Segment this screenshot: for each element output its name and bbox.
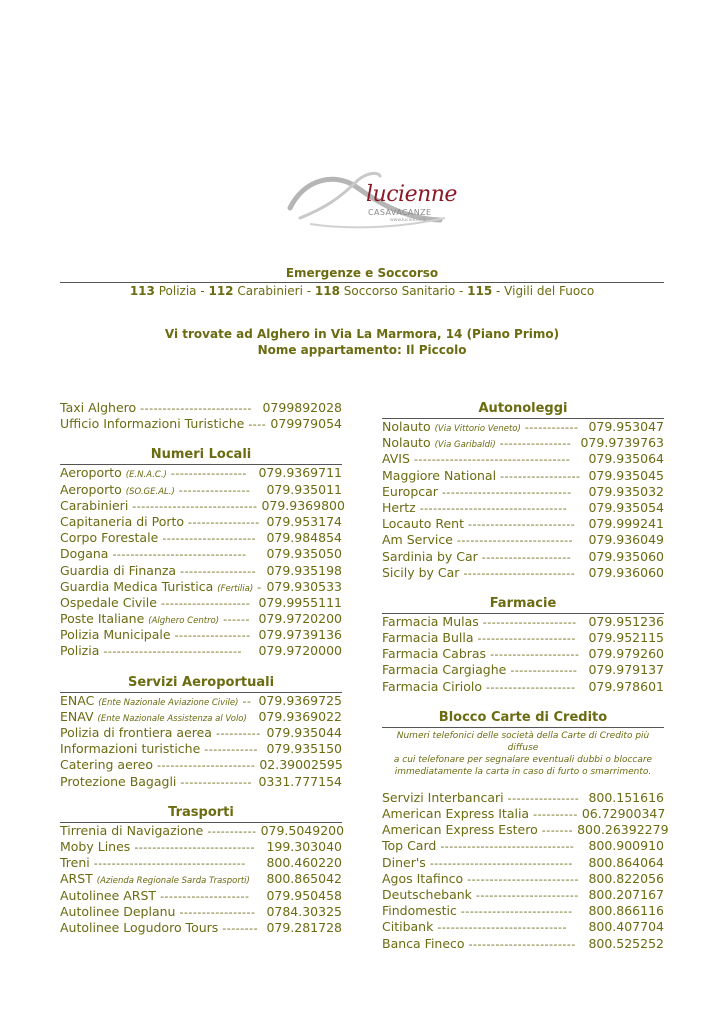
contact-row bbox=[60, 839, 342, 855]
contact-row bbox=[60, 611, 342, 627]
contact-row bbox=[60, 643, 342, 659]
phone-number: 079.935064 bbox=[588, 451, 664, 467]
contact-name-text: Farmacia Ciriolo bbox=[382, 678, 483, 694]
phone-number: 800.822056 bbox=[588, 870, 664, 886]
emergency-label: Polizia - bbox=[154, 284, 209, 298]
dash-leader: ------------------ bbox=[500, 469, 581, 483]
contact-name-text: American Express Italia bbox=[382, 806, 530, 821]
contact-row bbox=[382, 468, 664, 484]
dash-leader: ----------------- bbox=[179, 905, 256, 919]
logo-brand-text: lucienne bbox=[366, 182, 457, 207]
contact-name-text: Ufficio Informazioni Turistiche bbox=[60, 416, 245, 432]
contact-name-text: Farmacia Bulla bbox=[382, 630, 474, 646]
top-list bbox=[60, 400, 342, 432]
contact-name bbox=[382, 532, 453, 548]
contact-name-text: Diner's bbox=[382, 854, 426, 870]
trasporti-list bbox=[60, 822, 345, 936]
contact-row bbox=[60, 497, 345, 514]
dash-leader: ----------- bbox=[207, 824, 257, 838]
phone-number: 079.935045 bbox=[588, 467, 664, 483]
contact-name-text: Guardia Medica Turistica bbox=[60, 578, 214, 594]
phone-number: 079.9720000 bbox=[258, 643, 342, 659]
contact-name bbox=[382, 451, 410, 467]
contact-name bbox=[382, 484, 438, 500]
contact-row bbox=[382, 903, 664, 919]
contact-row bbox=[382, 887, 664, 903]
contact-row bbox=[382, 630, 664, 646]
contact-name-text: Corpo Forestale bbox=[60, 530, 159, 546]
contact-note: (Via Vittorio Veneto) bbox=[434, 424, 521, 434]
phone-number: 079.930533 bbox=[266, 578, 342, 594]
contact-name-text: ARST bbox=[60, 871, 93, 887]
contact-name bbox=[60, 400, 136, 416]
note-line: Numeri telefonici delle società della Carte di Credito più diffuse bbox=[396, 730, 650, 753]
contact-name-text: Protezione Bagagli bbox=[60, 773, 177, 789]
contact-name-text: Nolauto bbox=[382, 435, 431, 451]
contact-row bbox=[382, 484, 664, 500]
contact-name-text: Farmacia Cargiaghe bbox=[382, 662, 507, 678]
contact-name bbox=[382, 500, 416, 516]
contact-note: (Ente Nazionale Aviazione Civile) bbox=[98, 697, 239, 708]
contact-name-text: Guardia di Finanza bbox=[60, 562, 177, 578]
contact-name-text: Dogana bbox=[60, 546, 109, 562]
phone-number: 079979054 bbox=[270, 416, 342, 432]
contact-name bbox=[60, 416, 244, 432]
phone-number: 079.984854 bbox=[266, 530, 342, 546]
contact-name bbox=[382, 936, 465, 952]
contact-row bbox=[382, 662, 664, 678]
phone-number: 079.5049200 bbox=[260, 822, 345, 838]
contact-name bbox=[382, 919, 433, 935]
contact-name bbox=[382, 646, 486, 662]
contact-row bbox=[382, 871, 664, 887]
contact-name-text: Sicily by Car bbox=[382, 564, 460, 580]
apartment-name: Nome appartamento: Il Piccolo bbox=[257, 343, 467, 357]
dash-leader: -- bbox=[242, 694, 252, 708]
contact-note: (Alghero Centro) bbox=[148, 616, 220, 627]
contact-name-text: Polizia bbox=[60, 643, 100, 659]
emergency-label: Soccorso Sanitario - bbox=[339, 284, 468, 298]
contact-name-text: Deutschebank bbox=[382, 886, 472, 902]
dash-leader: ------------------------ bbox=[468, 518, 576, 532]
contact-row bbox=[60, 595, 342, 611]
contact-name bbox=[60, 774, 176, 790]
dash-leader: ---- bbox=[248, 418, 267, 432]
contact-row bbox=[60, 693, 342, 709]
contact-name-text: Servizi Interbancari bbox=[382, 789, 504, 805]
contact-row bbox=[382, 790, 664, 806]
phone-number: 800.207167 bbox=[588, 886, 664, 902]
dash-leader: ------------------------- bbox=[463, 566, 576, 580]
phone-number: 800.151616 bbox=[588, 789, 664, 805]
contact-name bbox=[382, 871, 463, 887]
dash-leader: ---------------- bbox=[507, 791, 580, 805]
phone-number: 800.460220 bbox=[266, 855, 342, 871]
emergency-num: 115 bbox=[467, 284, 493, 298]
contact-name bbox=[60, 530, 158, 546]
contact-name-text: Sardinia by Car bbox=[382, 548, 478, 564]
contact-name-text: Europcar bbox=[382, 483, 438, 499]
phone-number: 079.935054 bbox=[588, 499, 664, 515]
farmacie-list bbox=[382, 614, 664, 695]
phone-number: 079.935044 bbox=[266, 725, 342, 740]
contact-row bbox=[60, 530, 342, 546]
dash-leader: ---------- bbox=[215, 727, 261, 740]
dash-leader: ----------------------- bbox=[475, 888, 579, 902]
phone-number: 0331.777154 bbox=[258, 773, 342, 789]
phone-number: 800.866116 bbox=[588, 903, 664, 919]
contact-name-text: Farmacia Mulas bbox=[382, 613, 479, 629]
phone-number: 079.935198 bbox=[266, 562, 342, 578]
contact-row bbox=[60, 465, 342, 481]
contact-name bbox=[382, 468, 496, 484]
dash-leader: ---------- bbox=[533, 808, 578, 821]
contact-row bbox=[382, 806, 664, 822]
dash-leader: ---------------- bbox=[499, 437, 572, 451]
emergency-num: 112 bbox=[208, 284, 234, 298]
emergency-numbers bbox=[0, 284, 724, 298]
contact-name-text: Autolinee Logudoro Tours bbox=[60, 919, 219, 935]
contact-name bbox=[60, 888, 156, 904]
contact-name-text: Banca Fineco bbox=[382, 935, 465, 951]
phone-number: 800.865042 bbox=[266, 871, 342, 887]
contact-note: (Fertilia) bbox=[217, 583, 254, 594]
dash-leader: ------------------------------ bbox=[112, 548, 247, 562]
autonoleggi-list bbox=[382, 419, 664, 581]
contact-row bbox=[382, 838, 664, 854]
contact-row bbox=[382, 435, 664, 451]
contact-name-text: Poste Italiane bbox=[60, 611, 145, 627]
contact-row bbox=[60, 741, 342, 757]
dash-leader: ---------------------------- bbox=[132, 499, 258, 513]
numeri-locali-title: Numeri Locali bbox=[60, 446, 342, 465]
phone-number: 0799892028 bbox=[262, 400, 342, 415]
contact-name bbox=[382, 822, 538, 838]
contact-name bbox=[382, 679, 482, 695]
phone-number: 079.978601 bbox=[588, 678, 664, 694]
lucienne-logo bbox=[280, 168, 457, 230]
dash-leader: ------- bbox=[541, 824, 574, 838]
contact-name bbox=[60, 595, 157, 611]
contact-note: (E.N.A.C.) bbox=[125, 470, 167, 481]
contact-row bbox=[60, 416, 342, 432]
contact-name-text: Locauto Rent bbox=[382, 516, 465, 532]
phone-number: 0784.30325 bbox=[266, 903, 342, 919]
contact-row bbox=[382, 614, 664, 630]
contact-row bbox=[382, 565, 664, 581]
contact-name-text: Am Service bbox=[382, 532, 453, 548]
contact-row bbox=[60, 563, 342, 579]
contact-name-text: Ospedale Civile bbox=[60, 594, 157, 610]
contact-row bbox=[382, 532, 664, 548]
contact-name-text: Aeroporto bbox=[60, 465, 122, 481]
contact-row bbox=[60, 627, 342, 643]
contact-row bbox=[60, 822, 345, 839]
contact-name-text: Autolinee Deplanu bbox=[60, 903, 176, 919]
contact-name bbox=[60, 741, 200, 757]
phone-number: 079.9720200 bbox=[258, 611, 342, 627]
phone-number: 079.9369711 bbox=[258, 465, 342, 481]
contact-name bbox=[60, 546, 108, 562]
contact-row bbox=[60, 400, 342, 416]
contact-row bbox=[60, 904, 342, 920]
dash-leader: ---------------- bbox=[178, 483, 251, 497]
phone-number: 079.9369022 bbox=[258, 708, 342, 724]
contact-name bbox=[60, 920, 218, 936]
contact-name-text: Catering aereo bbox=[60, 757, 153, 773]
contact-name-text: Taxi Alghero bbox=[60, 400, 137, 415]
phone-number: 079.979260 bbox=[588, 646, 664, 662]
emergency-label: Carabinieri - bbox=[233, 284, 315, 298]
contact-row bbox=[382, 451, 664, 467]
contact-row bbox=[382, 822, 669, 838]
contact-name-text: ENAC bbox=[60, 692, 95, 708]
contact-row bbox=[60, 871, 342, 887]
dash-leader: ------------------------- bbox=[467, 872, 579, 886]
numeri-locali-list bbox=[60, 465, 345, 659]
dash-leader: ---------------------- bbox=[477, 632, 576, 646]
dash-leader: ------------------------- bbox=[140, 402, 252, 415]
contact-name bbox=[382, 887, 472, 903]
dash-leader: ------------ bbox=[524, 421, 579, 434]
contact-note: (SO.GE.AL.) bbox=[125, 486, 175, 497]
phone-number: 800.900910 bbox=[588, 838, 664, 854]
contact-row bbox=[60, 920, 342, 936]
contact-name-text: Treni bbox=[60, 855, 90, 871]
contact-name bbox=[382, 549, 478, 565]
servizi-aeroportuali-title: Servizi Aeroportuali bbox=[60, 674, 342, 693]
dash-leader: -------------------- bbox=[486, 680, 576, 694]
phone-number: 079.9369725 bbox=[258, 692, 342, 708]
contact-name bbox=[60, 498, 128, 514]
farmacie-title: Farmacie bbox=[382, 595, 664, 614]
note-line: a cui telefonare per segnalare eventuali dubbi o bloccare bbox=[393, 754, 653, 765]
emergency-num: 113 bbox=[129, 284, 155, 298]
right-column bbox=[382, 400, 669, 952]
servizi-aeroportuali-list bbox=[60, 693, 342, 790]
contact-note: (Ente Nazionale Assistenza al Volo) bbox=[97, 713, 247, 724]
contact-name bbox=[382, 630, 474, 646]
dash-leader: ------------ bbox=[204, 743, 258, 757]
contact-row bbox=[60, 888, 342, 904]
contact-name bbox=[60, 725, 212, 741]
dash-leader: -------------------- bbox=[481, 550, 572, 564]
phone-number: 079.935050 bbox=[266, 546, 342, 562]
contact-name bbox=[382, 565, 459, 581]
contact-name-text: Moby Lines bbox=[60, 838, 131, 854]
emergency-title: Emergenze e Soccorso bbox=[285, 266, 439, 280]
contact-name bbox=[60, 904, 175, 920]
contact-name bbox=[382, 662, 506, 678]
phone-number: 079.952115 bbox=[588, 630, 664, 646]
contact-name bbox=[382, 838, 436, 854]
contact-row bbox=[382, 549, 664, 565]
dash-leader: --------------------- bbox=[162, 532, 257, 546]
contact-name bbox=[60, 563, 176, 579]
dash-leader: --------------------------------- bbox=[419, 501, 568, 515]
contact-row bbox=[382, 419, 664, 435]
contact-name-text: American Express Estero bbox=[382, 822, 538, 838]
contact-note: (Via Garibaldi) bbox=[434, 440, 496, 451]
autonoleggi-title: Autonoleggi bbox=[382, 400, 664, 419]
contact-name bbox=[382, 855, 426, 871]
trasporti-title: Trasporti bbox=[60, 804, 342, 823]
contact-row bbox=[382, 679, 664, 695]
contact-name-text: Autolinee ARST bbox=[60, 887, 157, 903]
dash-leader: ----------------------------- bbox=[437, 921, 567, 935]
contact-name-text: AVIS bbox=[382, 451, 410, 467]
contact-row bbox=[382, 919, 664, 935]
emergency-num: 118 bbox=[314, 284, 340, 298]
contact-name bbox=[60, 643, 99, 659]
dash-leader: -------------------------- bbox=[456, 534, 574, 548]
dash-leader: -------------------- bbox=[160, 889, 250, 903]
contact-row bbox=[382, 855, 664, 871]
contact-name-text: Tirrenia di Navigazione bbox=[60, 822, 204, 838]
contact-name bbox=[60, 823, 203, 839]
phone-number: 079.979137 bbox=[588, 662, 664, 678]
dash-leader: - bbox=[257, 580, 262, 594]
contact-name bbox=[382, 614, 479, 630]
contact-name-text: Agos Itafinco bbox=[382, 870, 464, 886]
contact-name-text: Findomestic bbox=[382, 903, 457, 919]
address-line: Vi trovate ad Alghero in Via La Marmora, 14 (Piano Primo) bbox=[164, 327, 560, 341]
contact-name bbox=[382, 903, 457, 919]
phone-number: 079.950458 bbox=[266, 887, 342, 903]
contact-row bbox=[60, 482, 342, 498]
contact-name bbox=[60, 514, 184, 530]
phone-number: 02.39002595 bbox=[259, 757, 343, 773]
contact-name bbox=[382, 516, 464, 532]
dash-leader: ----------------- bbox=[180, 564, 257, 578]
dash-leader: ----------------- bbox=[170, 467, 247, 481]
phone-number: 079.935150 bbox=[266, 741, 342, 757]
phone-number: 800.26392279 bbox=[577, 822, 669, 838]
contact-row bbox=[60, 774, 342, 790]
dash-leader: ---------------------------------- bbox=[93, 857, 246, 871]
phone-number: 079.935011 bbox=[266, 481, 342, 497]
emergency-divider bbox=[60, 282, 664, 283]
phone-number: 800.864064 bbox=[588, 854, 664, 870]
dash-leader: -------- bbox=[222, 921, 259, 935]
dash-leader: ----------------------------------- bbox=[413, 453, 571, 467]
contact-name-text: Farmacia Cabras bbox=[382, 646, 487, 662]
phone-number: 079.935032 bbox=[588, 483, 664, 499]
contact-row bbox=[60, 546, 342, 562]
dash-leader: --------------------- bbox=[482, 615, 577, 629]
contact-row bbox=[60, 725, 342, 741]
contact-row bbox=[60, 709, 342, 725]
dash-leader: ----------------- bbox=[174, 629, 251, 643]
emergency-label: - Vigili del Fuoco bbox=[492, 284, 595, 298]
phone-number: 079.936060 bbox=[588, 564, 664, 580]
dash-leader: --------------------------- bbox=[134, 840, 255, 854]
contact-name-text: Carabinieri bbox=[60, 497, 129, 513]
phone-number: 079.953174 bbox=[266, 513, 342, 529]
contact-name-text: Top Card bbox=[382, 838, 437, 854]
contact-name bbox=[60, 855, 90, 871]
dash-leader: ---------------------- bbox=[156, 759, 256, 773]
dash-leader: ---------------- bbox=[188, 515, 260, 529]
left-column bbox=[60, 400, 345, 936]
dash-leader: ------------------------- bbox=[460, 905, 573, 919]
contact-row bbox=[382, 936, 664, 952]
phone-number: 079.9739763 bbox=[580, 435, 664, 451]
contact-name-text: Polizia Municipale bbox=[60, 627, 171, 643]
contact-name bbox=[60, 757, 153, 773]
dash-leader: -------------------- bbox=[490, 648, 580, 662]
contact-row bbox=[60, 757, 342, 773]
phone-number: 079.9955111 bbox=[258, 594, 342, 610]
dash-leader: ------------------------------- bbox=[103, 645, 242, 659]
phone-number: 199.303040 bbox=[266, 838, 342, 854]
phone-number: 800.407704 bbox=[588, 919, 664, 935]
phone-number: 079.281728 bbox=[266, 919, 342, 935]
contact-name-text: Maggiore National bbox=[382, 467, 497, 483]
contact-name-text: Informazioni turistiche bbox=[60, 741, 201, 757]
contact-name bbox=[382, 806, 529, 822]
contact-name-text: Hertz bbox=[382, 499, 416, 515]
blocco-carte-note bbox=[382, 730, 664, 778]
dash-leader: ------------------------------ bbox=[440, 840, 575, 854]
contact-row bbox=[382, 500, 664, 516]
dash-leader: ---------------- bbox=[180, 775, 252, 789]
contact-name-text: ENAV bbox=[60, 708, 94, 724]
dash-leader: -------------------------------- bbox=[429, 856, 573, 870]
contact-row bbox=[382, 646, 664, 662]
phone-number: 079.9369800 bbox=[261, 497, 345, 513]
contact-name-text: Citibank bbox=[382, 919, 434, 935]
contact-name bbox=[60, 627, 171, 643]
dash-leader: ----------------------------- bbox=[441, 485, 572, 499]
dash-leader: -------------------- bbox=[160, 596, 251, 610]
contact-name-text: Polizia di frontiera aerea bbox=[60, 725, 212, 740]
blocco-carte-list bbox=[382, 789, 669, 952]
blocco-carte-title: Blocco Carte di Credito bbox=[382, 709, 664, 728]
phone-number: 06.72900347 bbox=[581, 806, 666, 821]
phone-number: 079.999241 bbox=[588, 516, 664, 532]
contact-name-text: Aeroporto bbox=[60, 481, 122, 497]
phone-number: 079.951236 bbox=[588, 613, 664, 629]
contact-row bbox=[382, 516, 664, 532]
logo-url: www.lucienne.it bbox=[390, 218, 426, 223]
note-line: immediatamente la carta in caso di furto o smarrimento. bbox=[394, 766, 652, 777]
logo-subtitle: CASAVACANZE bbox=[368, 208, 432, 217]
contact-note: (Azienda Regionale Sarda Trasporti) bbox=[96, 876, 250, 887]
phone-number: 079.953047 bbox=[588, 419, 664, 434]
contact-name bbox=[60, 839, 130, 855]
contact-row bbox=[60, 579, 342, 595]
phone-number: 079.935060 bbox=[588, 548, 664, 564]
dash-leader: --------------- bbox=[510, 664, 578, 678]
contact-name-text: Nolauto bbox=[382, 419, 431, 434]
dash-leader: ------ bbox=[223, 613, 250, 627]
contact-row bbox=[60, 855, 342, 871]
contact-name-text: Capitaneria di Porto bbox=[60, 513, 185, 529]
contact-name bbox=[382, 790, 504, 806]
phone-number: 800.525252 bbox=[588, 935, 664, 951]
phone-number: 079.9739136 bbox=[258, 627, 342, 643]
dash-leader: ------------------------ bbox=[468, 937, 576, 951]
phone-number: 079.936049 bbox=[588, 532, 664, 548]
contact-row bbox=[60, 514, 342, 530]
